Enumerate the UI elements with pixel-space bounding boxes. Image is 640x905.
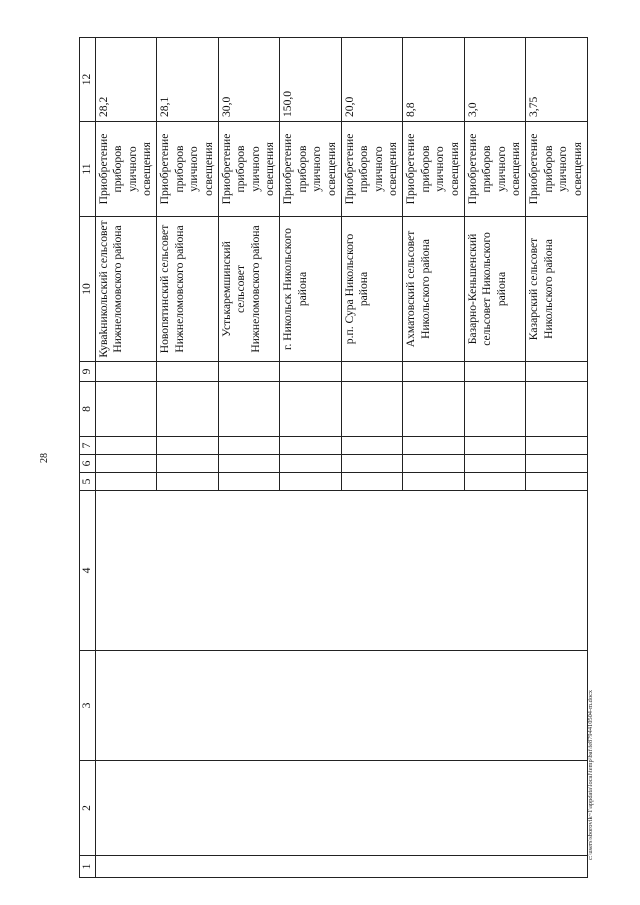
cell-col8	[95, 382, 157, 437]
purpose-cell: Приобретение приборов уличного освещения	[403, 122, 465, 217]
cell-col1-empty	[95, 856, 588, 878]
header-row	[80, 38, 96, 878]
cell-col8	[341, 382, 403, 437]
territory-cell: г. Никольск Никольского района	[280, 217, 342, 362]
cell-col9	[157, 362, 219, 382]
data-table	[79, 37, 588, 878]
territory-cell: Ахматовский сельсовет Никольского района	[403, 217, 465, 362]
column-header-12: 12	[80, 38, 96, 122]
territory-cell: Казарский сельсовет Никольского района	[526, 217, 588, 362]
cell-col7	[464, 437, 526, 455]
cell-col6	[464, 455, 526, 473]
purpose-cell: Приобретение приборов уличного освещения	[157, 122, 219, 217]
column-header-10: 10	[80, 217, 96, 362]
cell-col7	[95, 437, 157, 455]
cell-col6	[403, 455, 465, 473]
cell-col6	[526, 455, 588, 473]
territory-cell: р.п. Сура Никольского района	[341, 217, 403, 362]
column-header-9: 9	[80, 362, 96, 382]
cell-col2-empty	[95, 761, 588, 856]
purpose-cell: Приобретение приборов уличного освещения	[95, 122, 157, 217]
cell-col5	[403, 473, 465, 491]
amount-cell: 3,75	[526, 38, 588, 122]
cell-col7	[403, 437, 465, 455]
territory-cell: Куваkникольский сельсовет Нижнеломовского района	[95, 217, 157, 362]
cell-col9	[218, 362, 280, 382]
purpose-cell: Приобретение приборов уличного освещения	[341, 122, 403, 217]
cell-col7	[218, 437, 280, 455]
column-header-4: 4	[80, 491, 96, 651]
territory-cell: Устькаремшинский сельсовет Нижнеломовского района	[218, 217, 280, 362]
territory-cell: Базарно-Кеньшенский сельсовет Никольского района	[464, 217, 526, 362]
cell-col9	[464, 362, 526, 382]
cell-col5	[464, 473, 526, 491]
column-header-11: 11	[80, 122, 96, 217]
purpose-cell: Приобретение приборов уличного освещения	[280, 122, 342, 217]
cell-col5	[218, 473, 280, 491]
column-header-7: 7	[80, 437, 96, 455]
purpose-cell: Приобретение приборов уличного освещения	[526, 122, 588, 217]
column-header-3: 3	[80, 651, 96, 761]
column-header-6: 6	[80, 455, 96, 473]
cell-col5	[157, 473, 219, 491]
cell-col8	[526, 382, 588, 437]
cell-col8	[218, 382, 280, 437]
cell-col5	[280, 473, 342, 491]
cell-col7	[157, 437, 219, 455]
amount-cell: 28,2	[95, 38, 157, 122]
amount-cell: 28,1	[157, 38, 219, 122]
column-header-2: 2	[80, 761, 96, 856]
cell-col8	[280, 382, 342, 437]
cell-col8	[157, 382, 219, 437]
cell-col8	[464, 382, 526, 437]
cell-col7	[526, 437, 588, 455]
cell-col6	[280, 455, 342, 473]
cell-col4-empty	[95, 491, 588, 651]
table-row	[95, 38, 157, 878]
footer-file-path: c:\users\sborovik~1\appdata\local\temp\bat\fe8794410504-m.docx	[587, 689, 594, 860]
cell-col3-empty	[95, 651, 588, 761]
cell-col7	[280, 437, 342, 455]
page-number: 28	[39, 453, 50, 463]
cell-col6	[157, 455, 219, 473]
amount-cell: 20,0	[341, 38, 403, 122]
purpose-cell: Приобретение приборов уличного освещения	[464, 122, 526, 217]
cell-col8	[403, 382, 465, 437]
cell-col9	[95, 362, 157, 382]
cell-col9	[341, 362, 403, 382]
cell-col9	[280, 362, 342, 382]
cell-col6	[341, 455, 403, 473]
amount-cell: 150,0	[280, 38, 342, 122]
amount-cell: 3,0	[464, 38, 526, 122]
cell-col6	[218, 455, 280, 473]
cell-col6	[95, 455, 157, 473]
rotated-table-container	[79, 38, 588, 878]
cell-col5	[526, 473, 588, 491]
purpose-cell: Приобретение приборов уличного освещения	[218, 122, 280, 217]
cell-col9	[526, 362, 588, 382]
territory-cell: Новопятинский сельсовет Нижнеломовского района	[157, 217, 219, 362]
cell-col7	[341, 437, 403, 455]
column-header-1: 1	[80, 856, 96, 878]
cell-col5	[95, 473, 157, 491]
cell-col9	[403, 362, 465, 382]
amount-cell: 30,0	[218, 38, 280, 122]
column-header-5: 5	[80, 473, 96, 491]
cell-col5	[341, 473, 403, 491]
column-header-8: 8	[80, 382, 96, 437]
amount-cell: 8,8	[403, 38, 465, 122]
